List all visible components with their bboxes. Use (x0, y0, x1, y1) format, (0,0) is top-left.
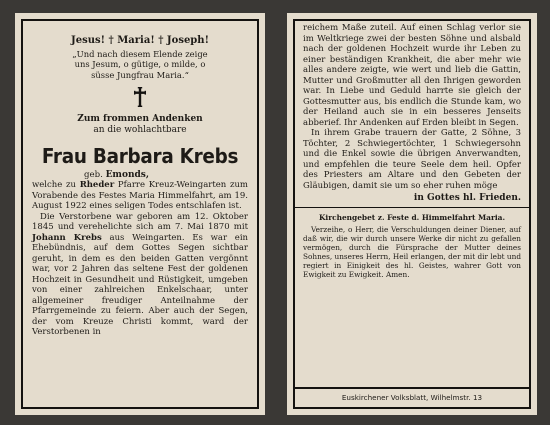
continuation-text (303, 23, 521, 204)
biography-paragraph-2 (32, 212, 248, 338)
biography-paragraph-1 (32, 180, 248, 212)
para2-start: Die Verstorbene war geboren am 12. Oktober 1845 und verehelichte sich am 7. Mai 1870 mit (32, 211, 248, 233)
maiden-name (84, 170, 248, 180)
para2-husband: Johann Krebs (32, 232, 102, 243)
para1-place: Rheder (79, 180, 115, 191)
divider (295, 207, 529, 208)
verse-line: uns Jesum, o gütige, o milde, o (74, 59, 206, 70)
top-rule (295, 19, 529, 21)
maiden-name-prefix: geb. (84, 170, 103, 181)
maiden-name-value: Emonds, (105, 170, 149, 181)
right-page (287, 13, 537, 415)
verse-line: „Und nach diesem Elende zeige (72, 49, 208, 59)
continuation-paragraph-2: In ihrem Grabe trauern der Gatte, 2 Söhne, 3 Töchter, 2 Schwiegertöchter, 1 Schwiegersohn und die Enkel sowie die übrigen Anverwandten, und empfehlen die teure Seele dem heil. Opfer des Priesters am Altare und den Gebeten der Gläubigen, damit sie um so eher ruhen möge (303, 128, 521, 191)
prayer (303, 225, 521, 279)
memorial-heading: Zum frommen Andenken (77, 113, 203, 124)
memorial-subheading: an die wohlachtbare (93, 125, 187, 136)
biography (32, 180, 248, 338)
para1-rest: Pfarre Kreuz-Weingarten zum Vorabende des Festes Maria Himmelfahrt, am 19. August 1922 eines seligen Todes entschlafen ist. (32, 180, 248, 212)
verse (32, 49, 248, 80)
printer-imprint: Euskirchener Volksblatt, Wilhelmstr. 13 (293, 387, 531, 409)
invocation: Jesus! † Maria! † Joseph! (71, 35, 209, 46)
para2-rest: aus Weingarten. Es war ein Ehebündnis, auf dem Gottes Segen sichtbar geruht, in dem es den beiden Gatten vergönnt war, vor 2 Jahren das seltene Fest der goldenen Hochzeit in Gesundheit und Rüstigkeit, umgeben von einer zahlreichen Enkelschaar, unter allgemeiner freudiger Anteilnahme der Pfarrgemeinde zu feiern. Aber auch der Segen, der vom Kreuze Christi kommt, ward der Verstorbenen in (32, 232, 249, 338)
right-page-frame (293, 19, 531, 409)
para1-start: welche zu (32, 180, 76, 191)
verse-line: süsse Jungfrau Maria.“ (91, 69, 189, 80)
prayer-text: Verzeihe, o Herr, die Verschuldungen deiner Diener, auf daß wir, die wir durch unsere Werke dir nicht zu gefallen vermögen, durch die Fürsprache der Mutter deines Sohnes, unseres Herrn, Heil erlangen, der mit dir lebt und regiert in Einigkeit des hl. Geistes, wahrer Gott von Ewigkeit zu Ewigkeit. Amen. (303, 224, 521, 279)
left-page-frame (21, 19, 259, 409)
closing-line: in Gottes hl. Frieden. (413, 192, 521, 203)
continuation-paragraph-1: reichem Maße zuteil. Auf einen Schlag verlor sie im Weltkriege zwei der besten Söhne und alsbald nach der goldenen Hochzeit wurde ihr Leben zu einer beständigen Krankheit, die aber mehr wie alles andere zeigte, wie wert und lieb die Gattin, Mutter und Großmutter all den Ihrigen geworden war. In Liebe und Geduld harrte sie gleich der Gottesmutter aus, bis endlich die Stunde kam, wo der Heiland auch sie in ein besseres Jenseits abberief. Ihr Andenken auf Erden bleibt in Segen. (303, 23, 521, 128)
cross-icon (134, 87, 146, 107)
left-page (15, 13, 265, 415)
prayer-title: Kirchengebet z. Feste d. Himmelfahrt Maria. (318, 212, 506, 222)
deceased-name: Frau Barbara Krebs (41, 144, 239, 169)
